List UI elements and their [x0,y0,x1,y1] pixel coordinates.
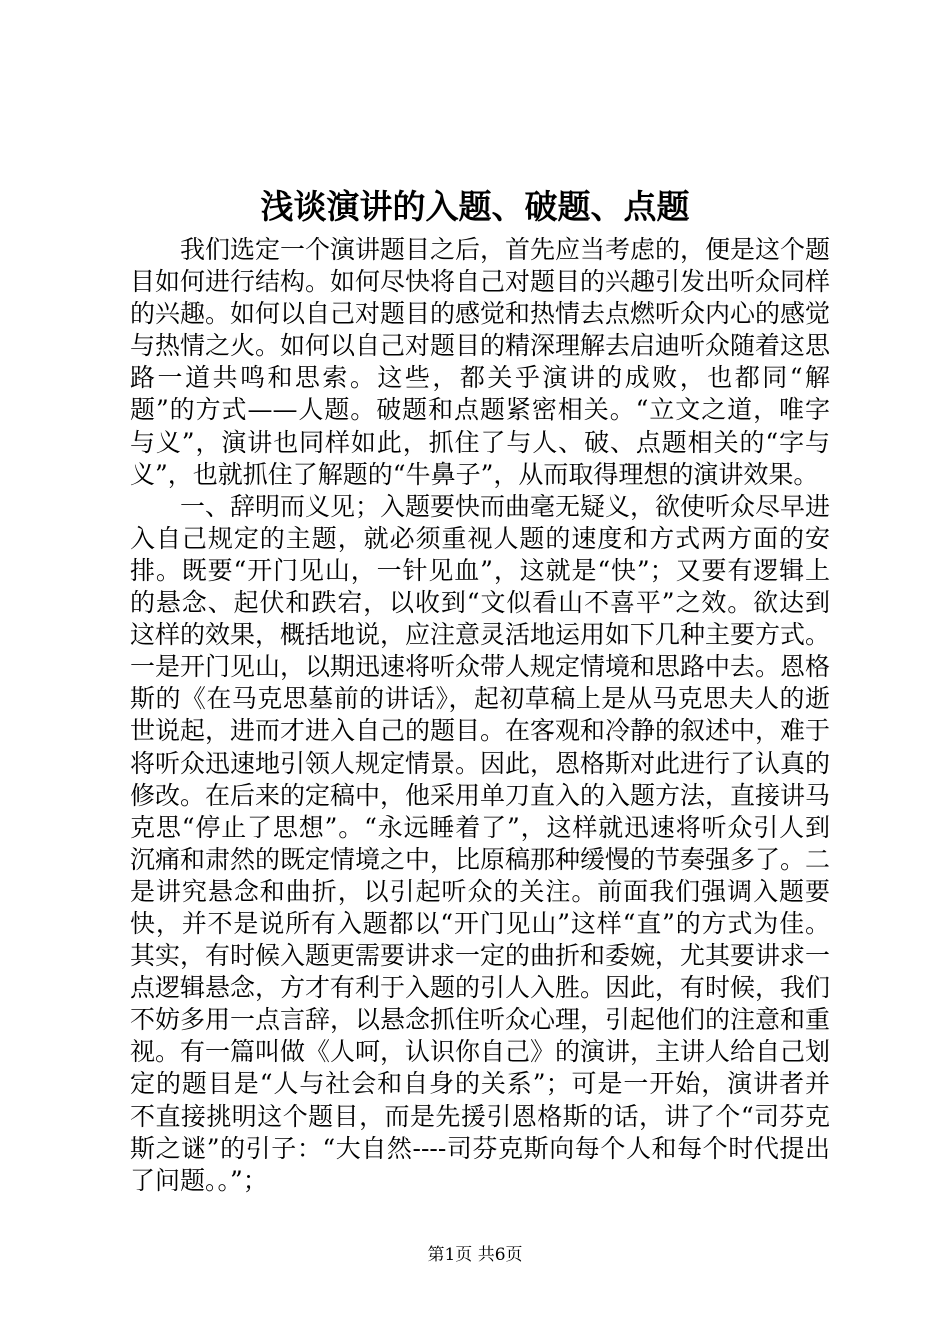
page-title: 浅谈演讲的入题、破题、点题 [260,187,690,226]
page-footer: 第1页 共6页 [427,1245,523,1265]
paragraph-intro: 我们选定一个演讲题目之后，首先应当考虑的，便是这个题目如何进行结构。如何尽快将自己对题目的兴趣引发出听众同样的兴趣。如何以自己对题目的感觉和热情去点燃听众内心的感觉与热情之火。如何以自己对题目的精深理解去启迪听众随着这思路一道共鸣和思索。这些，都关乎演讲的成败，也都同“解题”的方式——人题。破题和点题紧密相关。“立文之道，唯字与义”，演讲也同样如此，抓住了与人、破、点题相关的“字与义”，也就抓住了解题的“牛鼻子”，从而取得理想的演讲效果。 [130,235,831,489]
paragraph-section-one: 一、辞明而义见；入题要快而曲毫无疑义，欲使听众尽早进入自己规定的主题，就必须重视人题的速度和方式两方面的安排。既要“开门见山，一针见血”，这就是“快”；又要有逻辑上的悬念、起伏和跌宕，以收到“文似看山不喜平”之效。欲达到这样的效果，概括地说，应注意灵活地运用如下几种主要方式。一是开门见山，以期迅速将听众带人规定情境和思路中去。恩格斯的《在马克思墓前的讲话》，起初草稿上是从马克思夫人的逝世说起，进而才进入自己的题目。在客观和冷静的叙述中，难于将听众迅速地引领人规定情景。因此，恩格斯对此进行了认真的修改。在后来的定稿中，他采用单刀直入的入题方法，直接讲马克思“停止了思想”。“永远睡着了”，这样就迅速将听众引人到沉痛和肃然的既定情境之中，比原稿那种缓慢的节奏强多了。二是讲究悬念和曲折，以引起听众的关注。前面我们强调入题要快，并不是说所有入题都以“开门见山”这样“直”的方式为佳。其实，有时候入题更需要讲求一定的曲折和委婉，尤其要讲求一点逻辑悬念，方才有利于入题的引人入胜。因此，有时候，我们不妨多用一点言辞，以悬念抓住听众心理，引起他们的注意和重视。有一篇叫做《人呵，认识你自己》的演讲，主讲人给自己划定的题目是“人与社会和自身的关系”；可是一开始，演讲者并不直接挑明这个题目，而是先援引恩格斯的话，讲了个“司芬克斯之谜”的引子：“大自然----司芬克斯向每个人和每个时代提出了问题。。”； [130,491,831,1195]
document-body [130,234,830,1197]
